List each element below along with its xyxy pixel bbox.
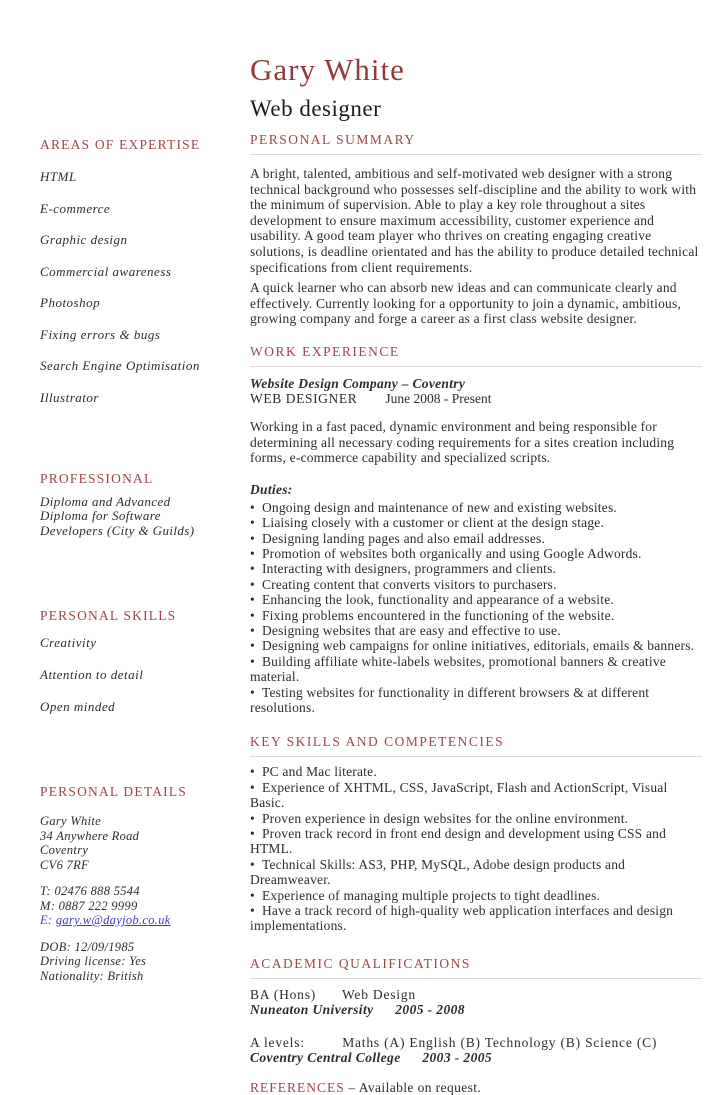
qualification-degree: A levels: [250, 1034, 305, 1050]
personal-skill-item: Creativity [40, 635, 97, 650]
key-skills-list [250, 764, 702, 933]
duties-list [250, 500, 702, 716]
employment-dates: June 2008 - Present [385, 390, 492, 406]
key-skill-item: • Experience of managing multiple projects to tight deadlines. [250, 888, 702, 903]
job-description: Working in a fast paced, dynamic environment and being responsible for determining all necessary coding requirements for a sites creation including forms, e-commerce capability and specialized scripts. [250, 418, 675, 466]
section-heading-personal-details: PERSONAL DETAILS [40, 784, 187, 799]
school-name: Nuneaton University [250, 1001, 374, 1017]
job-title-row [250, 391, 702, 406]
school-years: 2005 - 2008 [395, 1001, 465, 1017]
employer-name: Website Design Company – Coventry [250, 375, 466, 391]
address-line: CV6 7RF [40, 857, 89, 872]
license-line: Driving license: Yes [40, 954, 147, 968]
duty-item: • Designing landing pages and also email addresses. [250, 531, 702, 546]
detail-name: Gary White [40, 814, 101, 828]
expertise-item: Graphic design [40, 232, 128, 247]
expertise-item: Fixing errors & bugs [40, 326, 161, 342]
qualifications [250, 987, 702, 1065]
address-block [40, 814, 242, 872]
email-label: E: [40, 913, 53, 927]
contact-block [40, 884, 242, 928]
expertise-item: Photoshop [40, 295, 101, 310]
duty-item: • Testing websites for functionality in different browsers & at different resolutions. [250, 685, 702, 716]
expertise-item: Search Engine Optimisation [40, 358, 200, 373]
key-skill-item: • Have a track record of high-quality web application interfaces and design implementations. [250, 903, 702, 934]
email-link[interactable]: gary.w@dayjob.co.uk [55, 913, 171, 927]
section-heading-work-experience: WORK EXPERIENCE [250, 344, 702, 367]
qualification-subject: Web Design [341, 986, 416, 1002]
key-skill-item: • Technical Skills: AS3, PHP, MySQL, Adobe design products and Dreamweaver. [250, 857, 702, 888]
candidate-role: Web designer [250, 96, 382, 121]
qualification-row [250, 1035, 702, 1050]
candidate-name: Gary White [250, 52, 405, 87]
references-label: REFERENCES [250, 1079, 345, 1095]
professional-line: Diploma and Advanced [40, 493, 171, 509]
sidebar [40, 0, 242, 983]
key-skill-item: • Experience of XHTML, CSS, JavaScript, Flash and ActionScript, Visual Basic. [250, 780, 702, 811]
section-heading-personal-summary: PERSONAL SUMMARY [250, 132, 702, 155]
duty-item: • Enhancing the look, functionality and appearance of a website. [250, 592, 702, 607]
expertise-item: E-commerce [40, 200, 111, 216]
duty-item: • Liaising closely with a customer or client at the design stage. [250, 515, 702, 530]
professional-line: Developers (City & Guilds) [40, 522, 195, 538]
qualification-school-row [250, 1002, 702, 1017]
references-row [250, 1080, 702, 1095]
section-heading-areas-of-expertise: AREAS OF EXPERTISE [40, 137, 201, 152]
duty-item: • Designing websites that are easy and effective to use. [250, 623, 702, 638]
expertise-item: HTML [40, 169, 77, 184]
duty-item: • Creating content that converts visitors to purchasers. [250, 577, 702, 592]
duty-item: • Ongoing design and maintenance of new and existing websites. [250, 500, 702, 515]
duties-label: Duties: [250, 481, 293, 497]
section-heading-key-skills: KEY SKILLS AND COMPETENCIES [250, 734, 702, 757]
key-skill-item: • Proven experience in design websites for the online environment. [250, 811, 702, 826]
duty-item: • Designing web campaigns for online initiatives, editorials, emails & banners. [250, 638, 702, 653]
main-column [250, 0, 702, 1095]
school-name: Coventry Central College [250, 1049, 401, 1065]
expertise-item: Illustrator [40, 389, 99, 405]
address-line: 34 Anywhere Road [40, 828, 140, 843]
key-skill-item: • PC and Mac literate. [250, 764, 702, 779]
professional-qualification [40, 495, 242, 539]
dob-line: DOB: 12/09/1985 [40, 939, 135, 954]
references-text: – Available on request. [348, 1079, 482, 1095]
section-heading-academic-qualifications: ACADEMIC QUALIFICATIONS [250, 956, 702, 979]
mobile-number: M: 0887 222 9999 [40, 898, 138, 913]
job-title: WEB DESIGNER [250, 390, 358, 406]
key-skill-item: • Proven track record in front end design and development using CSS and HTML. [250, 826, 702, 857]
summary-paragraph: A quick learner who can absorb new ideas and can communicate clearly and effectively. Currently looking for a opportunity to join a dynamic, ambitious, growing company and forge a career as a first class website designer. [250, 280, 682, 327]
qualification-school-row [250, 1050, 702, 1065]
qualification-subject: Maths (A) English (B) Technology (B) Science (C) [342, 1034, 658, 1050]
personal-info-block [40, 940, 242, 984]
duty-item: • Fixing problems encountered in the functioning of the website. [250, 608, 702, 623]
personal-skill-item: Open minded [40, 699, 116, 714]
professional-line: Diploma for Software [40, 508, 161, 523]
expertise-item: Commercial awareness [40, 263, 172, 279]
school-years: 2003 - 2005 [422, 1049, 493, 1065]
section-heading-personal-skills: PERSONAL SKILLS [40, 608, 177, 623]
address-line: Coventry [40, 843, 89, 857]
email-row [40, 913, 242, 928]
section-heading-professional: PROFESSIONAL [40, 470, 154, 486]
summary-paragraph: A bright, talented, ambitious and self-motivated web designer with a strong technical background who possesses self-discipline and the ability to work with the minimum of supervision. Able to play a key role throughout a sites development to ensure maximum accessibility, customer experience and usability. A good team player who thrives on creating engaging creative solutions, is deadline orientated and has the ability to produce detailed technical specifications from client requirements. [250, 166, 699, 275]
phone-number: T: 02476 888 5544 [40, 884, 140, 898]
personal-skill-item: Attention to detail [40, 667, 144, 682]
qualification-row [250, 987, 702, 1002]
qualification-degree: BA (Hons) [250, 986, 317, 1002]
duty-item: • Building affiliate white-labels websites, promotional banners & creative material. [250, 654, 702, 685]
nationality-line: Nationality: British [40, 968, 144, 983]
duty-item: • Promotion of websites both organically and using Google Adwords. [250, 546, 702, 561]
duty-item: • Interacting with designers, programmers and clients. [250, 561, 702, 576]
